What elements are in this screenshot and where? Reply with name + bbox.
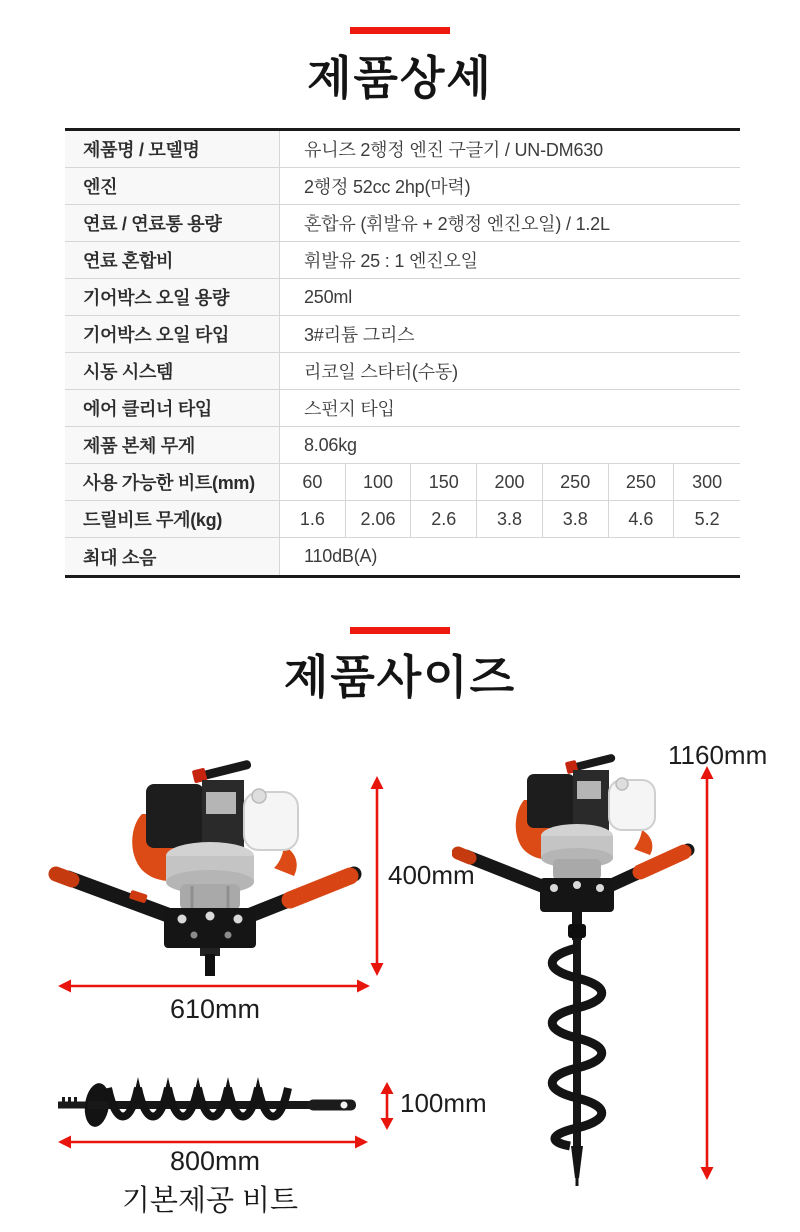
dimension-arrow-total-height [699, 766, 715, 1180]
spec-row-starter [65, 353, 740, 390]
dim-label-bit-diameter: 100mm [400, 1088, 487, 1118]
spec-value: 휘발유 25 : 1 엔진오일 [304, 251, 478, 271]
auger-head-image [46, 756, 370, 986]
bit-weight-cell: 2.06 [346, 501, 412, 537]
spec-label: 엔진 [65, 168, 280, 204]
spec-label: 기어박스 오일 용량 [65, 279, 280, 315]
spec-row-air-cleaner [65, 390, 740, 427]
spec-row-model [65, 131, 740, 168]
spec-label: 연료 / 연료통 용량 [65, 205, 280, 241]
dimension-arrow-head-width [58, 978, 370, 994]
spec-label: 최대 소음 [65, 538, 280, 575]
bit-weight-cell: 4.6 [609, 501, 675, 537]
spec-value: 스펀지 타입 [304, 399, 395, 419]
spec-table [65, 128, 740, 578]
spec-value: 2행정 52cc 2hp(마력) [304, 177, 471, 197]
spec-value: 유니즈 2행정 엔진 구글기 / UN-DM630 [304, 140, 603, 160]
bit-weight-cell: 5.2 [694, 508, 720, 529]
spec-value: 혼합유 (휘발유 + 2행정 엔진오일) / 1.2L [304, 214, 610, 234]
included-bit-caption: 기본제공 비트 [121, 1185, 299, 1217]
detail-section-title: 제품상세 [307, 52, 493, 104]
bit-size-cell: 60 [280, 464, 346, 500]
dim-label-total-height: 1160mm [668, 740, 768, 770]
spec-value: 8.06kg [304, 434, 357, 455]
dimension-arrow-head-height [369, 776, 385, 976]
dim-label-head-width: 610mm [169, 994, 261, 1024]
bit-weight-cell: 3.8 [477, 501, 543, 537]
bit-size-cell: 150 [411, 464, 477, 500]
bit-size-cell: 100 [346, 464, 412, 500]
bit-size-cell: 250 [609, 464, 675, 500]
spec-label: 시동 시스템 [65, 353, 280, 389]
auger-full-image [452, 750, 702, 1190]
spec-value: 리코일 스타터(수동) [304, 362, 458, 382]
spec-row-bit-weights [65, 501, 740, 538]
spec-row-bit-sizes [65, 464, 740, 501]
dim-label-bit-length: 800mm [169, 1146, 261, 1176]
spec-value: 250ml [304, 286, 353, 307]
spec-row-engine [65, 168, 740, 205]
spec-row-gear-oil-capacity [65, 279, 740, 316]
bit-weight-cell: 3.8 [543, 501, 609, 537]
dimension-arrow-bit-diameter [379, 1082, 395, 1130]
spec-label: 사용 가능한 비트(mm) [65, 464, 280, 500]
bit-weight-cell: 1.6 [280, 501, 346, 537]
drill-bit-image [52, 1072, 370, 1140]
dim-label-head-height: 400mm [388, 860, 475, 890]
spec-row-gear-oil-type [65, 316, 740, 353]
spec-label: 연료 혼합비 [65, 242, 280, 278]
spec-label: 에어 클리너 타입 [65, 390, 280, 426]
spec-row-noise [65, 538, 740, 575]
spec-row-fuel [65, 205, 740, 242]
spec-value: 110dB(A) [304, 546, 378, 566]
bit-weight-cell: 2.6 [411, 501, 477, 537]
bit-size-cell: 200 [477, 464, 543, 500]
bit-size-cell: 250 [543, 464, 609, 500]
accent-bar-size [350, 627, 450, 634]
size-section-title: 제품사이즈 [283, 651, 517, 703]
spec-label: 기어박스 오일 타입 [65, 316, 280, 352]
spec-value: 3#리튬 그리스 [304, 325, 415, 345]
spec-row-mix-ratio [65, 242, 740, 279]
bit-size-cell: 300 [692, 471, 723, 492]
spec-label: 드릴비트 무게(kg) [65, 501, 280, 537]
spec-label: 제품명 / 모델명 [65, 131, 280, 167]
spec-label: 제품 본체 무게 [65, 427, 280, 463]
accent-bar-detail [350, 27, 450, 34]
spec-row-weight [65, 427, 740, 464]
